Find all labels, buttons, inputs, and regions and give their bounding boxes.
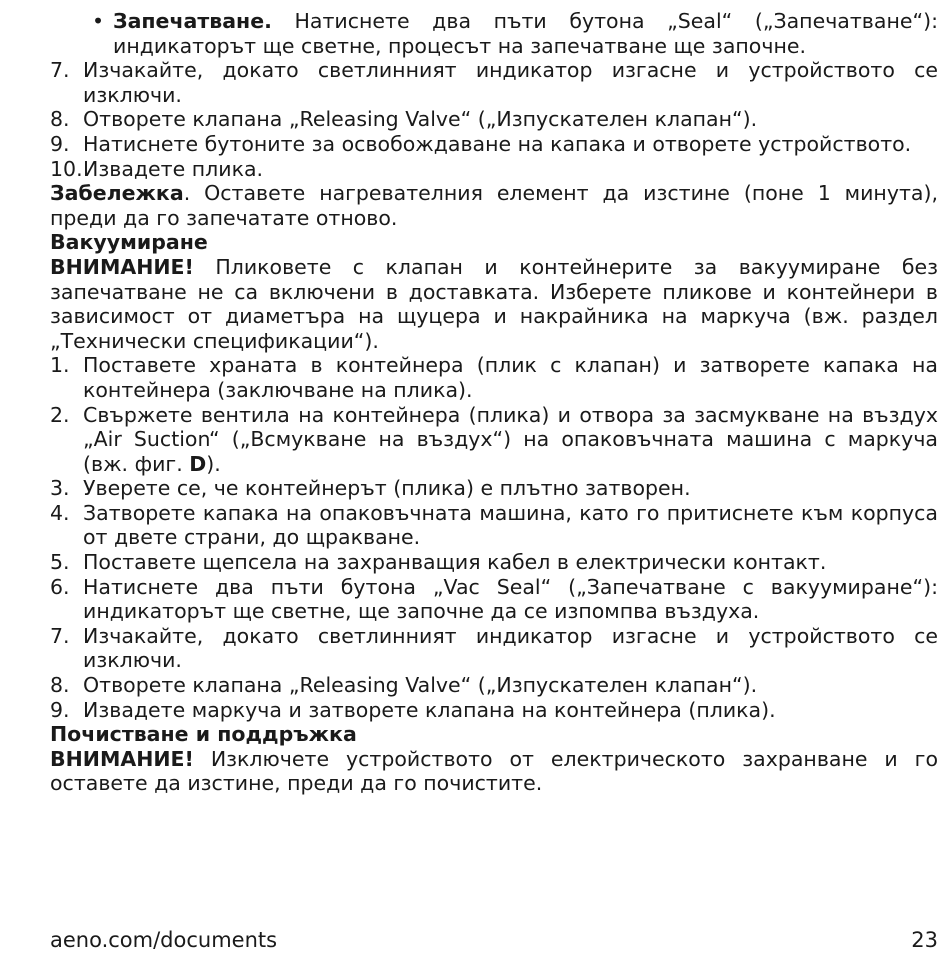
step-number: 7.: [50, 58, 70, 83]
step-text: Поставете храната в контейнера (плик с клапан) и затворете капака на контейнера (заключване на плика).: [83, 353, 938, 402]
vacuum-warning: [50, 255, 938, 353]
step-number: 8.: [50, 107, 70, 132]
step-number: 2.: [50, 402, 70, 427]
step-text-tail: ).: [206, 451, 221, 476]
step-text: Натиснете два пъти бутона „Vac Seal“ („Запечатване с вакуумиране“): индикаторът ще светне, ще започне да се изпомпва въздуха.: [83, 574, 938, 624]
list-item: [50, 132, 938, 157]
step-number: 4.: [50, 500, 70, 525]
seal-bullet-text: Натиснете два пъти бутона „Seal“ („Запечатване“): индикаторът ще светне, процесът на запечатване ще започне.: [113, 9, 938, 58]
bullet-dot: •: [91, 9, 105, 33]
warning-label: ВНИМАНИЕ!: [50, 254, 194, 279]
list-item: [50, 501, 938, 550]
section-heading-cleaning: Почистване и поддръжка: [50, 722, 357, 747]
list-item: [50, 624, 938, 673]
step-text: Изчакайте, докато светлинният индикатор изгасне и устройството се изключи.: [83, 58, 938, 107]
cleaning-warning: [50, 747, 938, 796]
manual-page: [50, 9, 938, 796]
step-number: 1.: [50, 353, 70, 378]
list-item: [50, 403, 938, 477]
step-number: 7.: [50, 623, 70, 648]
step-text: Извадете маркуча и затворете клапана на контейнера (плика).: [83, 697, 776, 722]
step-number: 5.: [50, 550, 70, 575]
footer-url[interactable]: aeno.com/documents: [50, 928, 278, 952]
warning-text: Пликовете с клапан и контейнерите за вакуумиране без запечатване не са включени в доставката. Изберете пликове и контейнери в зависимост от диаметъра на щуцера и накрайника на маркуча (вж. раздел „Технически спецификации“).: [50, 254, 938, 353]
step-text: Свържете вентила на контейнера (плика) и отвора за засмукване на въздух „Air Suction“ („Всмукване на въздух“) на опаковъчната машина с маркуча (вж. фиг.: [83, 402, 938, 476]
note-text: . Оставете нагревателния елемент да изстине (поне 1 минута), преди да го запечатате отново.: [50, 181, 938, 230]
step-number: 3.: [50, 476, 70, 501]
list-item: [50, 698, 938, 723]
step-text: Натиснете бутоните за освобождаване на капака и отворете устройството.: [83, 131, 912, 156]
seal-bullet-item: [50, 9, 938, 58]
step-text: Поставете щепсела на захранващия кабел в електрически контакт.: [83, 550, 827, 575]
warning-label: ВНИМАНИЕ!: [50, 746, 194, 771]
list-item: [50, 58, 938, 107]
step-text: Изчакайте, докато светлинният индикатор изгасне и устройството се изключи.: [83, 623, 938, 673]
step-number: 6.: [50, 574, 70, 599]
step-number: 8.: [50, 673, 70, 698]
step-number: 9.: [50, 131, 70, 156]
step-number: 10.: [50, 156, 83, 181]
page-footer: [50, 928, 938, 953]
list-item: [50, 550, 938, 575]
step-text: Уверете се, че контейнерът (плика) е плътно затворен.: [83, 476, 691, 501]
step-text: Затворете капака на опаковъчната машина, като го притиснете към корпуса от двете страни, до щракване.: [83, 500, 938, 550]
step-text: Отворете клапана „Releasing Valve“ („Изпускателен клапан“).: [83, 673, 758, 698]
section-heading-vacuum: Вакуумиране: [50, 230, 208, 255]
step-number: 9.: [50, 697, 70, 722]
list-item: [50, 107, 938, 132]
list-item: [50, 157, 938, 182]
page-number: 23: [911, 928, 938, 952]
note-label: Забележка: [50, 181, 184, 206]
list-item: [50, 353, 938, 402]
list-item: [50, 673, 938, 698]
step-text: Отворете клапана „Releasing Valve“ („Изпускателен клапан“).: [83, 107, 758, 132]
list-item: [50, 575, 938, 624]
list-item: [50, 476, 938, 501]
seal-bullet-title: Запечатване.: [113, 9, 272, 33]
step-text: Извадете плика.: [83, 156, 264, 181]
warning-text: Изключете устройството от електрическото захранване и го оставете да изстине, преди да го почистите.: [50, 746, 938, 796]
figure-ref: D: [189, 451, 207, 476]
note-paragraph: [50, 181, 938, 230]
